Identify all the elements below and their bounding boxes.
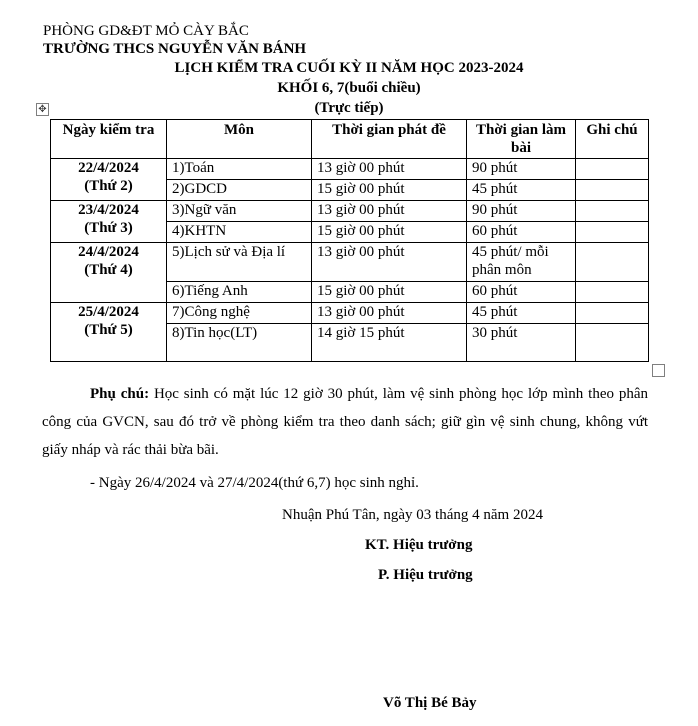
note-cell [576,324,649,362]
holiday-note: - Ngày 26/4/2024 và 27/4/2024(thứ 6,7) học sinh nghỉ. [90,475,419,491]
notes-label: Phụ chú: [90,386,150,402]
place-date: Nhuận Phú Tân, ngày 03 tháng 4 năm 2024 [282,507,543,523]
note-cell [576,180,649,201]
note-cell [576,282,649,303]
subject-cell: 5)Lịch sử và Địa lí [167,243,312,282]
header-date: Ngày kiểm tra [51,120,167,159]
note-cell [576,222,649,243]
move-icon[interactable]: ✥ [36,103,49,116]
notes-paragraph [42,380,648,464]
signer-name: Võ Thị Bé Bảy [383,695,477,711]
date-cell [51,159,167,201]
date-cell [51,243,167,303]
start-time-cell: 13 giờ 00 phút [312,159,467,180]
note-cell [576,159,649,180]
duration-cell: 60 phút [467,282,576,303]
subject-cell: 4)KHTN [167,222,312,243]
table-resize-handle[interactable] [652,364,665,377]
start-time-cell: 15 giờ 00 phút [312,222,467,243]
start-time-cell: 15 giờ 00 phút [312,180,467,201]
duration-cell: 45 phút/ mỗi phân môn [467,243,576,282]
header-duration: Thời gian làm bài [467,120,576,159]
document-title: LỊCH KIỂM TRA CUỐI KỲ II NĂM HỌC 2023-2024 [174,60,524,76]
start-time-cell: 13 giờ 00 phút [312,303,467,324]
note-cell [576,243,649,282]
table-row [51,243,649,282]
header-subject: Môn [167,120,312,159]
duration-cell: 45 phút [467,303,576,324]
date-value: 22/4/2024 [78,160,139,176]
signature-role-1: KT. Hiệu trưởng [365,537,473,553]
department-name: PHÒNG GD&ĐT MỎ CÀY BẮC [43,23,249,39]
start-time-cell: 13 giờ 00 phút [312,243,467,282]
notes-text: Học sinh có mặt lúc 12 giờ 30 phút, làm vệ sinh phòng học lớp mình theo phân công của GVCN, sau đó trở về phòng kiểm tra theo danh sách; giữ gìn vệ sinh chung, không vứt giấy nháp và rác thải bừa bãi. [42,386,649,458]
start-time-cell: 13 giờ 00 phút [312,201,467,222]
start-time-cell: 15 giờ 00 phút [312,282,467,303]
subject-cell: 2)GDCD [167,180,312,201]
duration-cell: 90 phút [467,159,576,180]
date-cell [51,303,167,362]
table-row [51,303,649,324]
signature-role-2: P. Hiệu trưởng [378,567,473,583]
subject-cell: 1)Toán [167,159,312,180]
exam-schedule-table [50,119,649,362]
note-cell [576,201,649,222]
weekday-value: (Thứ 3) [84,220,133,236]
date-value: 25/4/2024 [78,304,139,320]
note-cell [576,303,649,324]
duration-cell: 30 phút [467,324,576,362]
grade-subtitle: KHỐI 6, 7(buổi chiều) [277,80,421,96]
table-header-row [51,120,649,159]
start-time-cell: 14 giờ 15 phút [312,324,467,362]
table-row [51,159,649,180]
table-row [51,201,649,222]
weekday-value: (Thứ 5) [84,322,133,338]
duration-cell: 90 phút [467,201,576,222]
duration-cell: 45 phút [467,180,576,201]
date-value: 23/4/2024 [78,202,139,218]
weekday-value: (Thứ 2) [84,178,133,194]
subject-cell: 3)Ngữ văn [167,201,312,222]
date-value: 24/4/2024 [78,244,139,260]
school-name: TRƯỜNG THCS NGUYỄN VĂN BÁNH [43,41,307,57]
date-cell [51,201,167,243]
weekday-value: (Thứ 4) [84,262,133,278]
subject-cell: 7)Công nghệ [167,303,312,324]
header-start-time: Thời gian phát đề [312,120,467,159]
exam-mode: (Trực tiếp) [314,100,384,116]
subject-cell: 6)Tiếng Anh [167,282,312,303]
header-note: Ghi chú [576,120,649,159]
subject-cell: 8)Tin học(LT) [167,324,312,362]
duration-cell: 60 phút [467,222,576,243]
